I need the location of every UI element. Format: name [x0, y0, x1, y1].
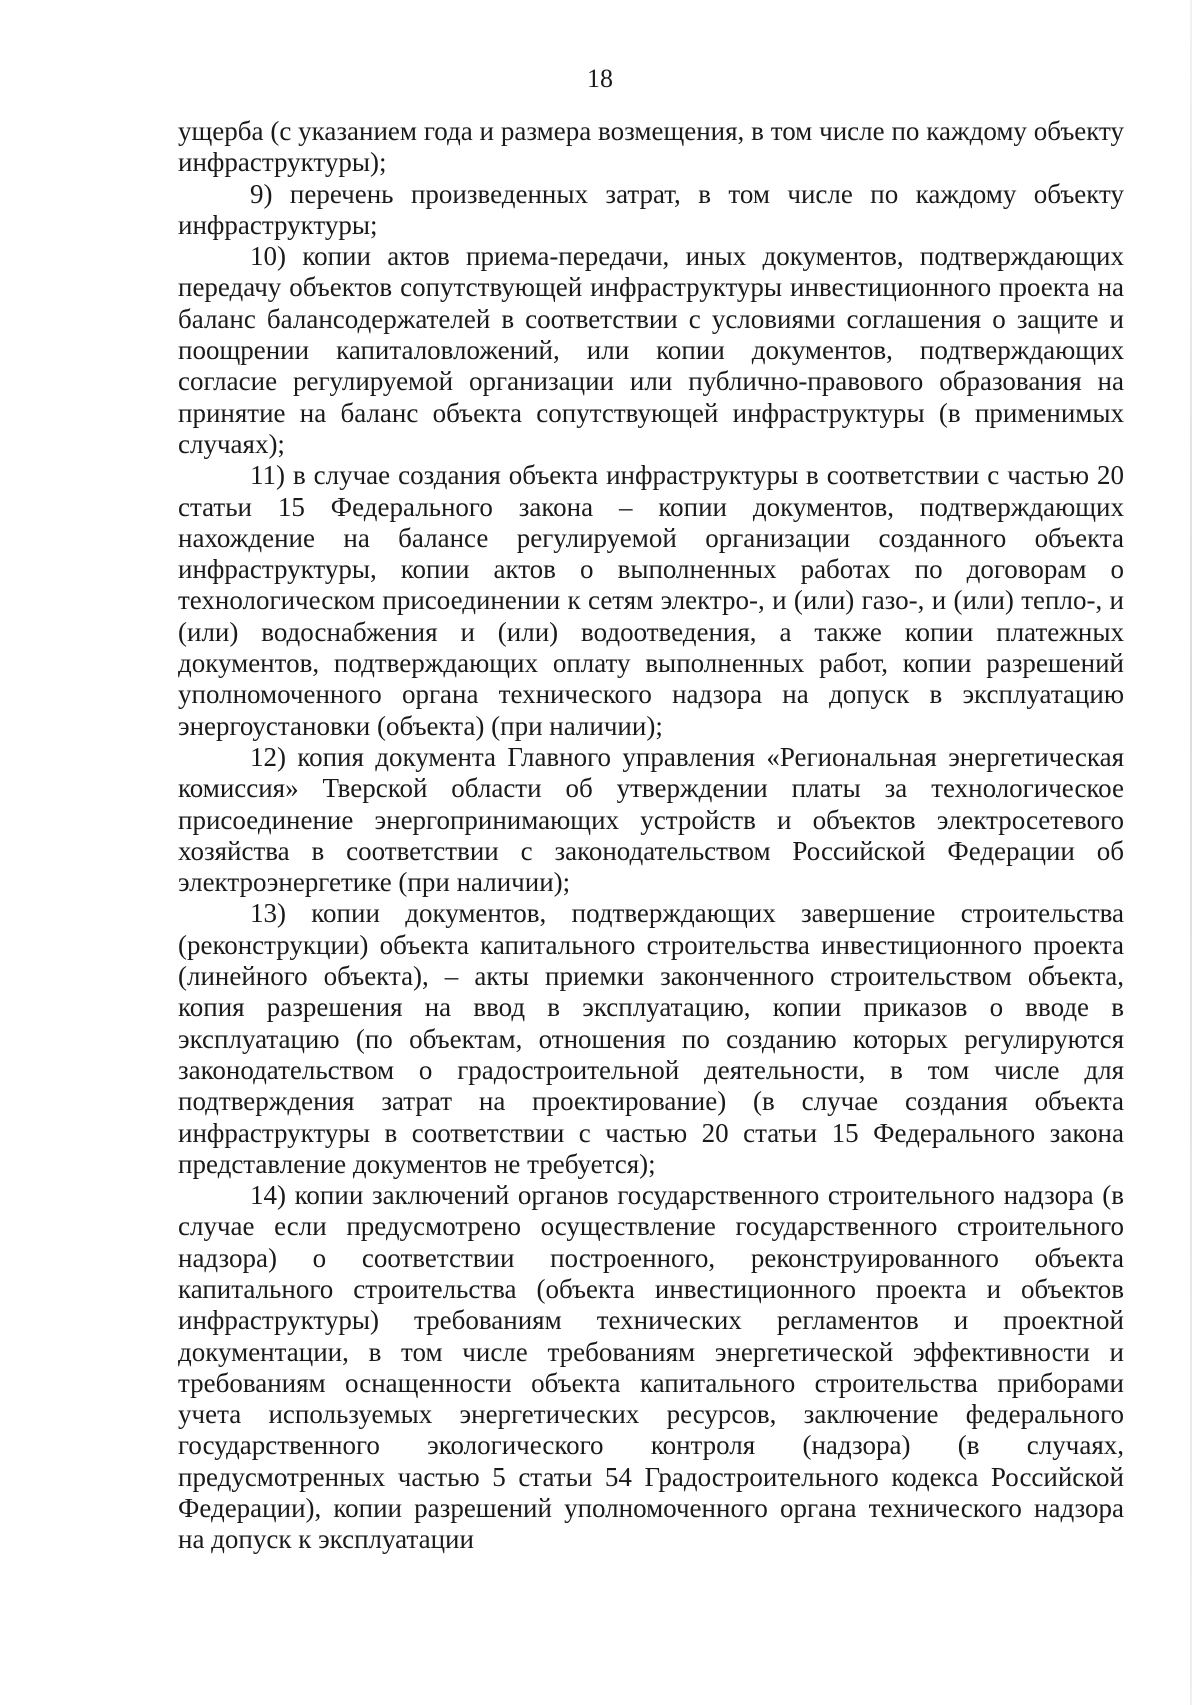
paragraph-item-9: 9) перечень произведенных затрат, в том числе по каждому объекту инфраструктуры; [178, 178, 1124, 240]
paragraph-item-12: 12) копия документа Главного управления «Региональная энергетическая комиссия» Тверской области об утверждении платы за технологическое присоединение энергопринимающих устройств и объектов электросетевого хозяйства в соответствии с законодательством Российской Федерации об электроэнергетике (при наличии); [178, 741, 1124, 898]
scan-edge-shadow [1190, 0, 1192, 1705]
paragraph-continuation: ущерба (с указанием года и размера возмещения, в том числе по каждому объекту инфраструктуры); [178, 116, 1124, 178]
page-number: 18 [587, 64, 613, 93]
paragraph-item-10: 10) копии актов приема-передачи, иных документов, подтверждающих передачу объектов сопутствующей инфраструктуры инвестиционного проекта на баланс балансодержателей в соответствии с условиями соглашения о защите и поощрении капиталовложений, или копии документов, подтверждающих согласие регулируемой организации или публично-правового образования на принятие на баланс объекта сопутствующей инфраструктуры (в применимых случаях); [178, 241, 1124, 459]
paragraph-item-14: 14) копии заключений органов государственного строительного надзора (в случае если предусмотрено осуществление государственного строительного надзора) о соответствии построенного, реконструированного объекта капитального строительства (объекта инвестиционного проекта и объектов инфраструктуры) требованиям технических регламентов и проектной документации, в том числе требованиям энергетической эффективности и требованиям оснащенности объекта капитального строительства приборами учета используемых энергетических ресурсов, заключение федерального государственного экологического контроля (надзора) (в случаях, предусмотренных частью 5 статьи 54 Градостроительного кодекса Российской Федерации), копии разрешений уполномоченного органа технического надзора на допуск к эксплуатации [178, 1180, 1124, 1555]
document-body [178, 116, 1124, 1556]
paragraph-item-13: 13) копии документов, подтверждающих завершение строительства (реконструкции) объекта капитального строительства инвестиционного проекта (линейного объекта), – акты приемки законченного строительством объекта, копия разрешения на ввод в эксплуатацию, копии приказов о вводе в эксплуатацию (по объектам, отношения по созданию которых регулируются законодательством о градостроительной деятельности, в том числе для подтверждения затрат на проектирование) (в случае создания объекта инфраструктуры в соответствии с частью 20 статьи 15 Федерального закона представление документов не требуется); [178, 898, 1124, 1179]
paragraph-item-11: 11) в случае создания объекта инфраструктуры в соответствии с частью 20 статьи 15 Федерального закона – копии документов, подтверждающих нахождение на балансе регулируемой организации созданного объекта инфраструктуры, копии актов о выполненных работах по договорам о технологическом присоединении к сетям электро-, и (или) газо-, и (или) тепло-, и (или) водоснабжения и (или) водоотведения, а также копии платежных документов, подтверждающих оплату выполненных работ, копии разрешений уполномоченного органа технического надзора на допуск в эксплуатацию энергоустановки (объекта) (при наличии); [178, 460, 1124, 741]
